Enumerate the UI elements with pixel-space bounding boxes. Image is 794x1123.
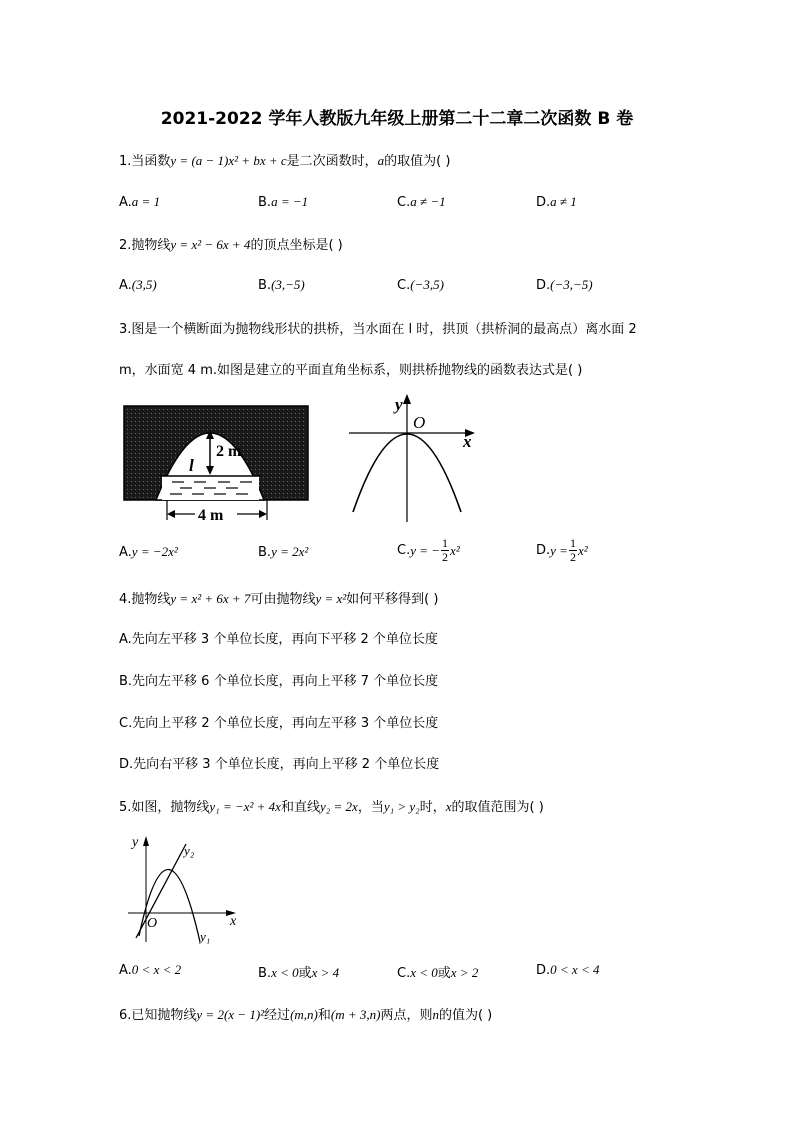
q3-stem-line2: m，水面宽 4 m.如图是建立的平面直角坐标系，则拱桥抛物线的函数表达式是( ) — [119, 363, 583, 378]
q6-point-a: (m,n) — [290, 1007, 318, 1022]
q3-option-d-fraction: $\frac{1}{2}$ — [569, 536, 576, 564]
q3-stem-line1: 3.图是一个横断面为抛物线形状的拱桥，当水面在 l 时，拱顶（拱桥洞的最高点）离水面 2 — [119, 322, 637, 337]
q2-option-a[interactable]: A.(3,5) — [119, 277, 157, 293]
water-label: l — [189, 456, 194, 475]
q6-point-b: (m + 3,n) — [330, 1007, 381, 1022]
q3-option-c-fraction: $\frac{1}{2}$ — [442, 536, 449, 564]
line-parabola-figure — [124, 830, 244, 945]
q2-formula: y = x² − 6x + 4 — [170, 237, 251, 252]
height-label: 2 m — [216, 443, 242, 460]
y-axis-arrow — [403, 394, 411, 404]
x-axis-label: x — [463, 432, 472, 451]
q5-option-d[interactable]: D.0 < x < 4 — [536, 962, 600, 978]
q1-option-b[interactable]: B.a = −1 — [258, 194, 309, 210]
q5-option-b[interactable]: B.x < 0或x > 4 — [258, 965, 340, 981]
page-title: 2021-2022 学年人教版九年级上册第二十二章二次函数 B 卷 — [160, 109, 634, 129]
origin-label: O — [147, 916, 158, 931]
q1-stem-a: 1.当函数 — [119, 154, 171, 169]
width-arrow-left — [167, 510, 175, 518]
q1-option-a[interactable]: A.a = 1 — [119, 194, 161, 210]
q4-option-c[interactable]: C.先向上平移 2 个单位长度，再向左平移 3 个单位长度 — [119, 716, 439, 731]
q3-option-d[interactable]: D.y = $\frac{1}{2}$ x² — [536, 536, 588, 564]
parabola-axes-figure — [345, 392, 485, 524]
q6-formula-a: y = 2(x − 1)² — [196, 1007, 265, 1022]
q4-option-a[interactable]: A.先向左平移 3 个单位长度，再向下平移 2 个单位长度 — [119, 632, 438, 647]
q2-stem-a: 2.抛物线 — [119, 238, 171, 253]
q4-option-d[interactable]: D.先向右平移 3 个单位长度，再向上平移 2 个单位长度 — [119, 757, 440, 772]
line-label-y2: y₂ — [184, 843, 195, 858]
question-1 — [119, 150, 450, 169]
q2-option-d[interactable]: D.(−3,−5) — [536, 277, 593, 293]
y-axis-arrow — [143, 836, 149, 846]
q3-option-c[interactable]: C.y = − $\frac{1}{2}$ x² — [397, 536, 460, 564]
parabola-label-y1: y₁ — [200, 929, 211, 944]
y-axis-label: y — [132, 835, 139, 850]
q4-option-b[interactable]: B.先向左平移 6 个单位长度，再向上平移 7 个单位长度 — [119, 674, 439, 689]
parabola-y1 — [139, 869, 200, 942]
question-5: 5.如图，抛物线y₁ = −x² + 4x和直线y₂ = 2x，当y₁ > y₂时，x的取值范围为( ) — [119, 799, 544, 815]
width-label: 4 m — [198, 507, 224, 522]
question-2 — [119, 234, 343, 253]
q5-formula-c: y₁ > y₂ — [383, 799, 420, 814]
line-y2 — [136, 844, 186, 938]
q5-formula-b: y₂ = 2x — [319, 799, 358, 814]
bridge-figure — [122, 404, 310, 522]
q1-option-d[interactable]: D.a ≠ 1 — [536, 194, 577, 210]
q1-stem-b: 是二次函数时， — [286, 154, 378, 169]
q3-option-a[interactable]: A.y = −2x² — [119, 544, 178, 560]
y-axis-label: y — [395, 395, 403, 414]
x-axis-label: x — [230, 914, 237, 929]
q5-option-a[interactable]: A.0 < x < 2 — [119, 962, 182, 978]
q2-option-c[interactable]: C.(−3,5) — [397, 277, 444, 293]
q1-option-c[interactable]: C.a ≠ −1 — [397, 194, 446, 210]
q1-var: a — [377, 153, 385, 168]
q4-formula-b: y = x² — [315, 591, 347, 606]
q5-option-c[interactable]: C.x < 0或x > 2 — [397, 965, 479, 981]
q4-formula-a: y = x² + 6x + 7 — [170, 591, 251, 606]
width-arrow-right — [259, 510, 267, 518]
q2-stem-b: 的顶点坐标是( ) — [250, 238, 343, 253]
question-4: 4.抛物线y = x² + 6x + 7可由抛物线y = x²如何平移得到( ) — [119, 591, 439, 607]
question-6: 6.已知抛物线y = 2(x − 1)²经过(m,n)和(m + 3,n)两点，则n的值为( ) — [119, 1007, 493, 1023]
q5-formula-a: y₁ = −x² + 4x — [209, 799, 281, 814]
q1-stem-c: 的取值为( ) — [384, 154, 451, 169]
origin-label: O — [413, 413, 426, 432]
q1-formula: y = (a − 1)x² + bx + c — [170, 153, 287, 168]
q2-option-b[interactable]: B.(3,−5) — [258, 277, 305, 293]
q3-option-b[interactable]: B.y = 2x² — [258, 544, 309, 560]
